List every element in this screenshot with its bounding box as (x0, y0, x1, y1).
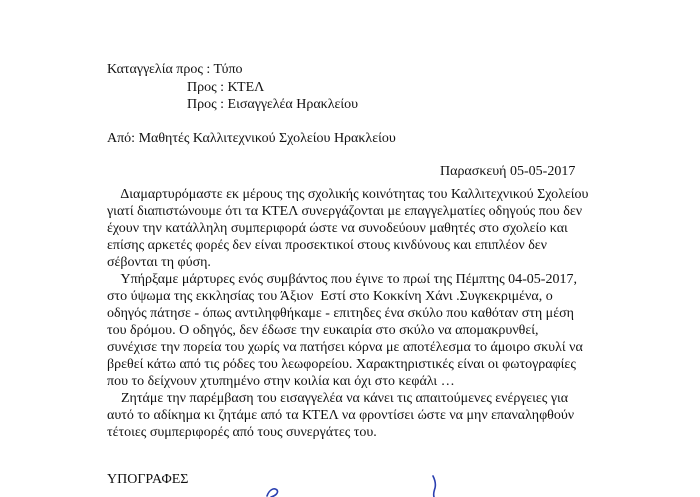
sender-line: Από: Μαθητές Καλλιτεχνικού Σχολείου Ηρακλείου (107, 131, 396, 146)
signature-stroke-right (425, 474, 447, 497)
body-line: Διαμαρτυρόμαστε εκ μέρους της σχολικής κοινότητας του Καλλιτεχνικού Σχολείου (107, 187, 589, 202)
body-line: στο ύψωμα της εκκλησίας του Άξιον Εστί στο Κοκκίνη Χάνι .Συγκεκριμένα, ο (107, 289, 553, 304)
body-line: τέτοιες συμπεριφορές από τους συνεργάτες του. (107, 425, 377, 440)
body-line: βρεθεί κάτω από τις ρόδες του λεωφορείου. Χαρακτηριστικές είναι οι φωτογραφίες (107, 357, 576, 372)
body-line: που το δείχνουν χτυπημένο στην κοιλία και όχι στο κεφάλι … (107, 374, 455, 389)
body-line: του δρόμου. Ο οδηγός, δεν έδωσε την ευκαιρία στο σκύλο να απομακρυνθεί, (107, 323, 539, 338)
body-line: Υπήρξαμε μάρτυρες ενός συμβάντος που έγινε το πρωί της Πέμπτης 04-05-2017, (107, 272, 577, 287)
body-line: συνέχισε την πορεία του χωρίς να πατήσει κόρνα με αποτέλεσμα το άμοιρο σκυλί να (107, 340, 583, 355)
body-line: Ζητάμε την παρέμβαση του εισαγγελέα να κάνει τις απαιτούμενες ενέργειες για (107, 391, 569, 406)
body-line: αυτό το αδίκημα κι ζητάμε από τα ΚΤΕΛ να φροντίσει ώστε να μην επαναληφθούν (107, 408, 575, 423)
body-line: σέβονται τη φύση. (107, 255, 211, 270)
body-line: έχουν την κατάλληλη συμπεριφορά ώστε να συνοδεύουν μαθητές στο σχολείο και (107, 221, 568, 236)
recipient-prosecutor: Προς : Εισαγγελέα Ηρακλείου (187, 97, 359, 112)
recipient-press: Καταγγελία προς : Τύπο (107, 62, 243, 77)
recipient-ktel: Προς : ΚΤΕΛ (187, 80, 265, 95)
body-line: γιατί διαπιστώνουμε ότι τα ΚΤΕΛ συνεργάζονται με επαγγελματίες οδηγούς που δεν (107, 204, 583, 219)
letter-date: Παρασκευή 05-05-2017 (440, 164, 576, 179)
signature-stroke-left (255, 478, 285, 497)
signatures-heading: ΥΠΟΓΡΑΦΕΣ (107, 472, 189, 487)
body-line: οδηγός πάτησε - όπως αντιληφθήκαμε - επιτηδες ένα σκύλο που καθόταν στη μέση (107, 306, 574, 321)
body-line: επίσης αρκετές φορές δεν είναι προσεκτικοί στους κινδύνους και επιπλέον δεν (107, 238, 547, 253)
